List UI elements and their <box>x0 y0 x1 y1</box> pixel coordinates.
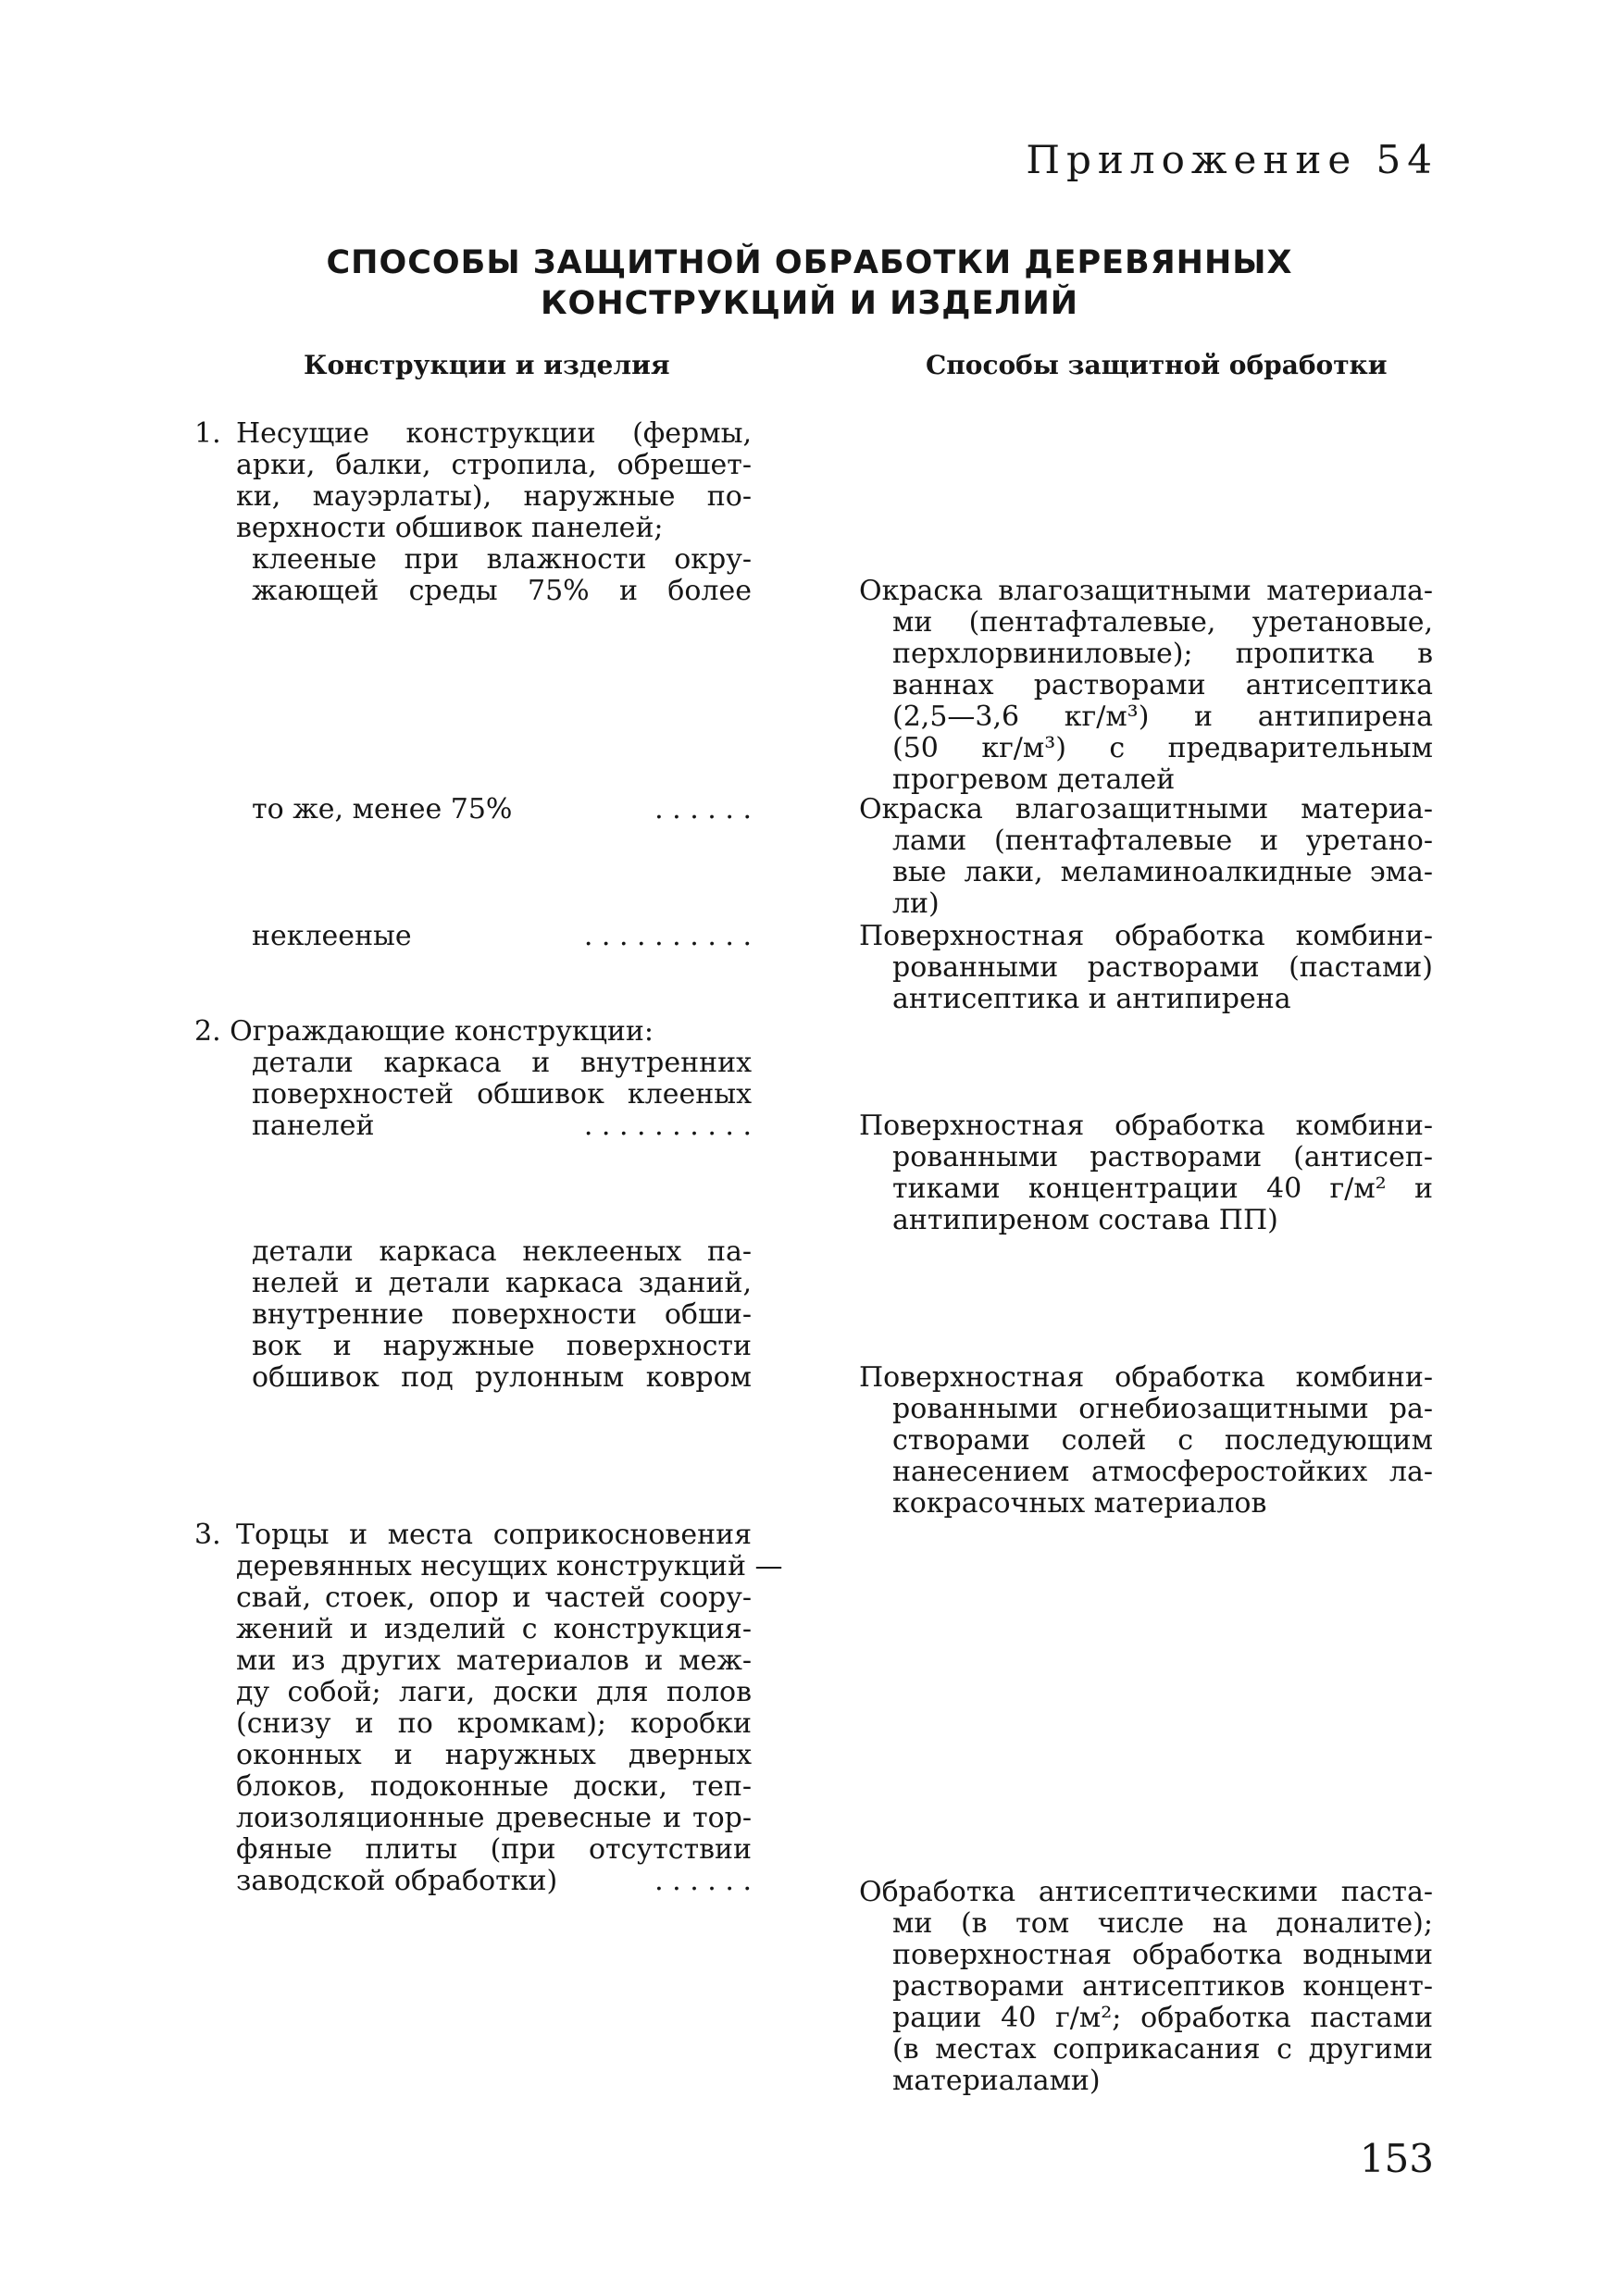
row-same-less-method <box>859 794 1433 920</box>
method-line: Поверхностная обработка комбини- <box>859 1110 1433 1142</box>
row-3-line: деревянных несущих конструкций — <box>236 1550 783 1582</box>
method-line: кокрасочных материалов <box>892 1487 1267 1520</box>
row-3-line: блоков, подоконные доски, теп- <box>236 1770 752 1803</box>
row-3-line: Торцы и места соприкосновения <box>236 1519 752 1551</box>
dot-leader: . . . . . . <box>654 1865 752 1897</box>
row-3-line: жений и изделий с конструкция- <box>236 1613 752 1645</box>
row-unglued-label: неклееные <box>252 920 412 952</box>
row-1-number: 1. <box>194 417 221 450</box>
row-2-structure <box>194 1016 752 1048</box>
title-line-2: КОНСТРУКЦИЙ И ИЗДЕЛИЙ <box>540 285 1079 322</box>
column-header-structures: Конструкции и изделия <box>304 350 670 380</box>
method-line: антипиреном состава ПП) <box>892 1204 1278 1236</box>
method-line: тиками концентрации 40 г/м² и <box>892 1173 1433 1205</box>
title-line-1: СПОСОБЫ ЗАЩИТНОЙ ОБРАБОТКИ ДЕРЕВЯННЫХ <box>326 244 1293 281</box>
method-line: ли) <box>892 887 940 920</box>
row-3-number: 3. <box>194 1519 221 1551</box>
row-1-line-1: Несущие конструкции (фермы, <box>236 417 752 450</box>
document-title <box>0 242 1619 324</box>
method-line: Поверхностная обработка комбини- <box>859 920 1433 952</box>
row-2b-line: внутренние поверхности обши- <box>252 1298 752 1331</box>
row-2b-line: обшивок под рулонным ковром <box>252 1361 752 1394</box>
row-3-line: лоизоляционные древесные и тор- <box>236 1802 752 1834</box>
row-3-line: (снизу и по кромкам); коробки <box>236 1707 752 1740</box>
row-1-line-3: ки, мауэрлаты), наружные по- <box>236 480 752 513</box>
method-line: Окраска влагозащитными материа- <box>859 793 1433 825</box>
row-3-line: оконных и наружных дверных <box>236 1739 752 1771</box>
row-2-method <box>859 1111 1433 1236</box>
row-2b-method <box>859 1362 1433 1520</box>
row-unglued-method <box>859 921 1433 1015</box>
row-3-structure <box>194 1519 783 1897</box>
row-same-less-structure <box>252 794 752 825</box>
method-line: поверхностная обработка водными <box>892 1939 1433 1971</box>
method-line: ваннах растворами антисептика <box>892 669 1433 701</box>
page-number: 153 <box>1359 2136 1434 2181</box>
row-3-line: заводской обработки) <box>236 1865 558 1897</box>
method-line: рованными растворами (антисеп- <box>892 1141 1433 1173</box>
method-line: (2,5—3,6 кг/м³) и антипирена <box>892 701 1433 733</box>
method-line: прогревом деталей <box>892 763 1176 796</box>
method-line: растворами антисептиков концент- <box>892 1970 1433 2003</box>
row-glued-method <box>859 576 1433 796</box>
row-2-line-4: панелей <box>252 1110 375 1142</box>
method-line: нанесением атмосферостойких ла- <box>892 1456 1433 1488</box>
row-2b-line: вок и наружные поверхности <box>252 1330 752 1362</box>
method-line: материалами) <box>892 2065 1101 2097</box>
method-line: антисептика и антипирена <box>892 983 1291 1015</box>
row-glued-structure <box>252 544 752 607</box>
row-1-intro <box>194 418 752 544</box>
method-line: вые лаки, меламиноалкидные эма- <box>892 856 1433 888</box>
appendix-label: Приложение 54 <box>1026 137 1438 182</box>
method-line: рации 40 г/м²; обработка пастами <box>892 2002 1433 2034</box>
method-line: перхлорвиниловые); пропитка в <box>892 638 1433 670</box>
method-line: рованными огнебиозащитными ра- <box>892 1393 1433 1425</box>
method-line: Поверхностная обработка комбини- <box>859 1361 1433 1394</box>
row-2-line-1: Ограждающие конструкции: <box>230 1015 654 1048</box>
row-3-line: фяные плиты (при отсутствии <box>236 1833 752 1866</box>
method-line: ми (в том числе на доналите); <box>892 1907 1433 1940</box>
row-glued-line-1: клееные при влажности окру- <box>252 543 752 576</box>
method-line: (50 кг/м³) с предварительным <box>892 732 1433 764</box>
row-2-number: 2. <box>194 1015 221 1048</box>
row-2-line-2: детали каркаса и внутренних <box>252 1047 752 1079</box>
dot-leader: . . . . . . . . . . <box>583 920 752 952</box>
method-line: Окраска влагозащитными материала- <box>859 575 1433 607</box>
row-3-line: свай, стоек, опор и частей соору- <box>236 1582 752 1614</box>
row-2-details <box>252 1048 752 1142</box>
row-3-line: ми из других материалов и меж- <box>236 1644 752 1677</box>
column-header-methods: Способы защитной обработки <box>926 350 1388 380</box>
method-line: ми (пентафталевые, уретановые, <box>892 606 1433 639</box>
row-glued-line-2: жающей среды 75% и более <box>252 575 752 607</box>
row-2-line-3: поверхностей обшивок клееных <box>252 1078 752 1111</box>
method-line: рованными растворами (пастами) <box>892 951 1433 984</box>
method-line: (в местах соприкасания с другими <box>892 2033 1433 2066</box>
row-3-method <box>859 1877 1433 2097</box>
row-2b-structure <box>252 1236 752 1394</box>
method-line: лами (пентафталевые и уретано- <box>892 825 1433 857</box>
row-3-line: ду собой; лаги, доски для полов <box>236 1676 752 1708</box>
row-same-less-label: то же, менее 75% <box>252 793 513 825</box>
row-unglued-structure <box>252 921 752 952</box>
row-2b-line: детали каркаса неклееных па- <box>252 1235 752 1268</box>
row-1-line-2: арки, балки, стропила, обрешет- <box>236 449 752 481</box>
method-line: створами солей с последующим <box>892 1424 1433 1457</box>
row-2b-line: нелей и детали каркаса зданий, <box>252 1267 752 1299</box>
dot-leader: . . . . . . . . . . <box>583 1110 752 1142</box>
method-line: Обработка антисептическими паста- <box>859 1876 1433 1908</box>
dot-leader: . . . . . . <box>654 793 752 825</box>
row-1-line-4: верхности обшивок панелей; <box>236 512 664 544</box>
